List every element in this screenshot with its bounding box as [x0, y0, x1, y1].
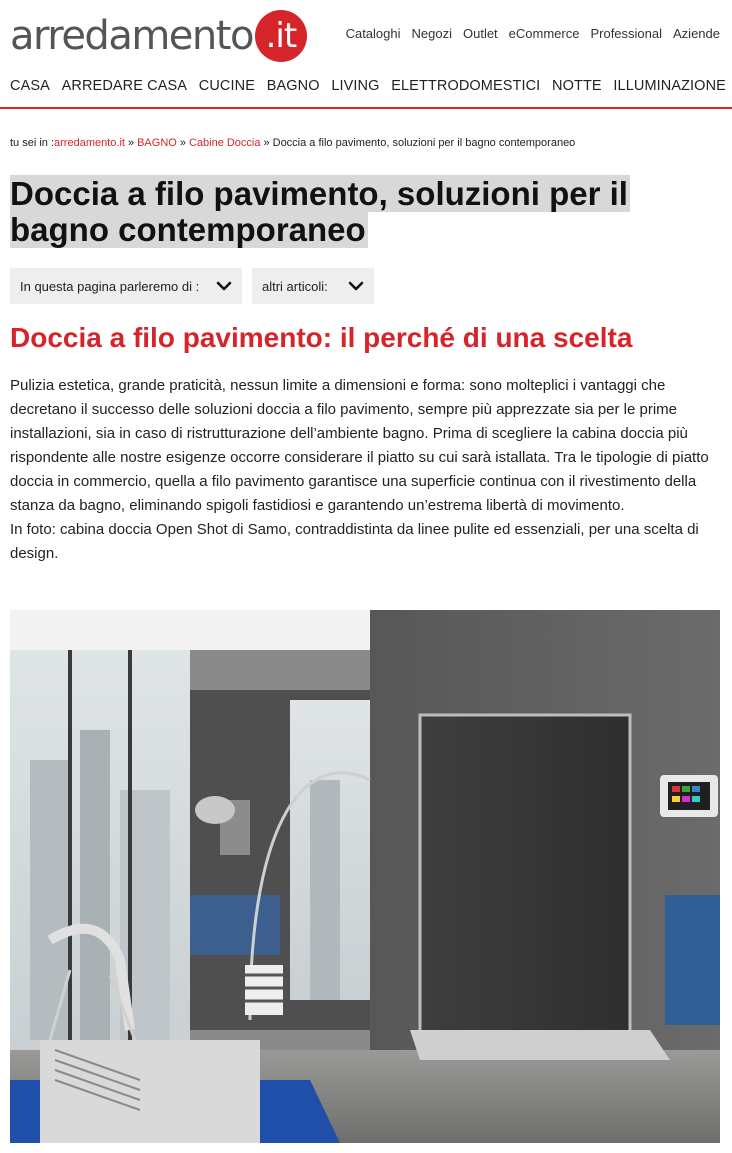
article-photo[interactable]: [10, 610, 720, 1143]
top-link-professional[interactable]: Professional: [590, 26, 663, 41]
toc-dropdown[interactable]: [10, 268, 242, 304]
article-paragraph: Pulizia estetica, grande praticità, nessun limite a dimensioni e forma: sono molteplici i vantaggi che decretano il successo delle soluzioni doccia a filo pavimento, sempre più apprezzate sia per le prime installazioni, sia in caso di ristrutturazione dell’ambiente bagno. Prima di scegliere la cabina doccia più rispondente alle nostre esigenze occorre considerare il piatto su cui sarà istallata. Tra le tipologie di piatto doccia in commercio, quella a filo pavimento garantisce una superficie continua con il rivestimento della stanza da bagno, eliminando spigoli fastidiosi e garantendo un’estrema libertà di movimento.: [10, 377, 709, 514]
breadcrumb-current: Doccia a filo pavimento, soluzioni per il bagno contemporaneo: [272, 137, 576, 149]
toc-dropdown-label: In questa pagina parleremo di :: [20, 278, 200, 294]
page-title-text: Doccia a filo pavimento, soluzioni per il bagno contemporaneo: [10, 175, 628, 248]
site-logo[interactable]: [10, 10, 307, 62]
top-link-negozi[interactable]: Negozi: [411, 26, 452, 41]
breadcrumb-bagno[interactable]: BAGNO: [137, 137, 177, 149]
top-link-outlet[interactable]: Outlet: [462, 26, 498, 41]
chevron-down-icon: [348, 278, 364, 294]
top-link-cataloghi[interactable]: Cataloghi: [345, 26, 401, 41]
top-link-ecommerce[interactable]: eCommerce: [508, 26, 580, 41]
nav-item-illuminazione[interactable]: ILLUMINAZIONE: [613, 78, 726, 94]
breadcrumb-separator: »: [179, 137, 186, 149]
nav-item-arredare-casa[interactable]: ARREDARE CASA: [61, 78, 188, 94]
logo-text: arredamento: [10, 13, 253, 59]
section-title: Doccia a filo pavimento: il perché di una scelta: [10, 322, 633, 353]
top-link-aziende[interactable]: Aziende: [673, 26, 720, 41]
main-nav: [10, 78, 726, 94]
nav-item-notte[interactable]: NOTTE: [552, 78, 602, 94]
nav-item-cucine[interactable]: CUCINE: [198, 78, 255, 94]
breadcrumb-home[interactable]: arredamento.it: [54, 137, 125, 149]
breadcrumb-separator: »: [127, 137, 135, 149]
article-body: [10, 374, 722, 566]
photo-caption: In foto: cabina doccia Open Shot di Samo, contraddistinta da linee pulite ed essenziali, per una scelta di design.: [10, 521, 699, 562]
bathroom-photo-illustration: [10, 610, 720, 1143]
title-wrap: [10, 176, 720, 248]
breadcrumb-separator: »: [263, 137, 270, 149]
breadcrumb-cabine-doccia[interactable]: Cabine Doccia: [188, 137, 261, 149]
nav-item-casa[interactable]: CASA: [10, 78, 50, 94]
nav-item-bagno[interactable]: BAGNO: [266, 78, 320, 94]
logo-badge: .it: [255, 10, 307, 62]
nav-item-living[interactable]: LIVING: [331, 78, 380, 94]
related-articles-dropdown[interactable]: [252, 268, 374, 304]
top-links: [346, 26, 720, 41]
related-dropdown-label: altri articoli:: [262, 278, 328, 294]
breadcrumb: [10, 137, 575, 149]
breadcrumb-prefix: tu sei in :: [10, 137, 55, 149]
nav-divider: [0, 107, 732, 109]
chevron-down-icon: [216, 278, 232, 294]
page-title: [10, 176, 720, 248]
nav-item-elettrodomestici[interactable]: ELETTRODOMESTICI: [391, 78, 541, 94]
